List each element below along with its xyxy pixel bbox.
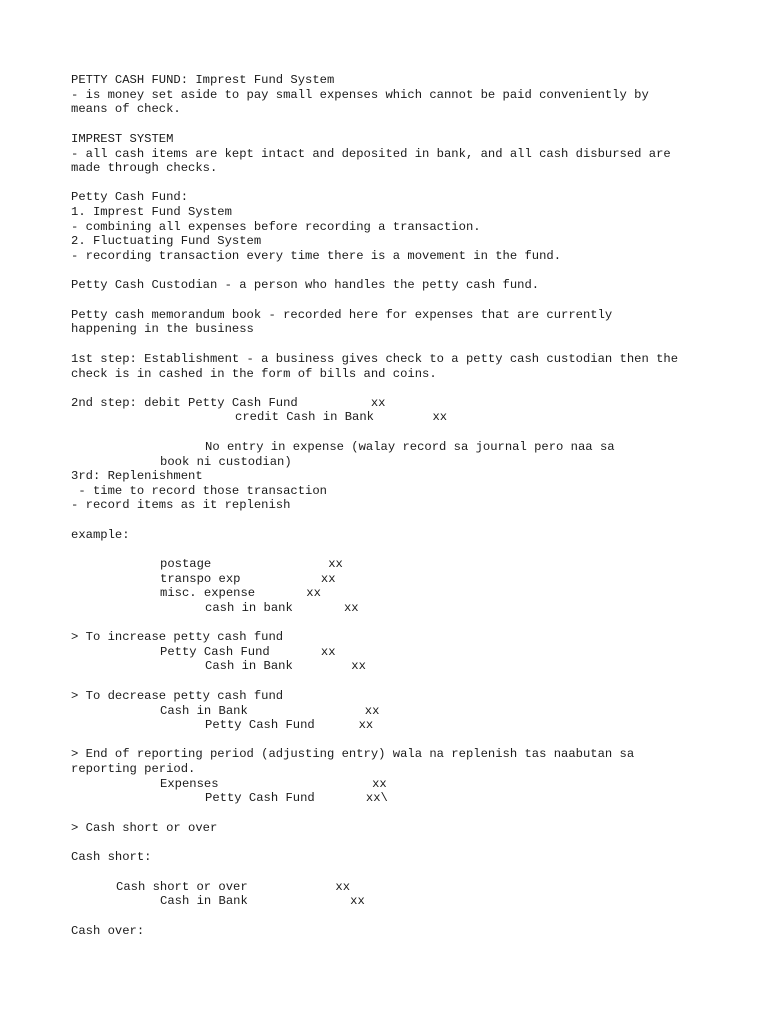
doc-heading: Petty Cash Fund:: [71, 190, 189, 204]
doc-line: 1st step: Establishment - a business gives check to a petty cash custodian then the: [71, 352, 679, 366]
doc-line: reporting period.: [71, 762, 196, 776]
journal-entry-line: Expenses xx: [160, 777, 387, 791]
doc-line: 2. Fluctuating Fund System: [71, 234, 262, 248]
doc-line: - is money set aside to pay small expenses which cannot be paid conveniently by: [71, 88, 649, 102]
doc-heading: PETTY CASH FUND: Imprest Fund System: [71, 73, 335, 87]
doc-line: made through checks.: [71, 161, 218, 175]
doc-heading: 3rd: Replenishment: [71, 469, 203, 483]
doc-line: > End of reporting period (adjusting entry) wala na replenish tas naabutan sa: [71, 747, 635, 761]
doc-line: No entry in expense (walay record sa journal pero naa sa: [205, 440, 615, 454]
doc-line: Petty cash memorandum book - recorded here for expenses that are currently: [71, 308, 613, 322]
journal-entry-line: Petty Cash Fund xx: [160, 645, 336, 659]
doc-line: example:: [71, 528, 130, 542]
doc-line: Petty Cash Custodian - a person who handles the petty cash fund.: [71, 278, 540, 292]
doc-line: check is in cashed in the form of bills and coins.: [71, 367, 437, 381]
journal-entry-line: transpo exp xx: [160, 572, 336, 586]
doc-line: Cash over:: [71, 924, 145, 938]
journal-entry-line: cash in bank xx: [205, 601, 359, 615]
journal-entry-line: Petty Cash Fund xx\: [205, 791, 388, 805]
doc-line: Cash short:: [71, 850, 152, 864]
doc-line: - recording transaction every time there is a movement in the fund.: [71, 249, 562, 263]
journal-entry-line: Cash short or over xx: [116, 880, 351, 894]
journal-entry-line: credit Cash in Bank xx: [235, 410, 448, 424]
doc-line: happening in the business: [71, 322, 254, 336]
doc-line: - combining all expenses before recording a transaction.: [71, 220, 481, 234]
doc-line: - all cash items are kept intact and deposited in bank, and all cash disbursed are: [71, 147, 671, 161]
journal-entry-line: Petty Cash Fund xx: [205, 718, 374, 732]
doc-line: means of check.: [71, 102, 181, 116]
doc-heading: IMPREST SYSTEM: [71, 132, 174, 146]
journal-entry-line: postage xx: [160, 557, 343, 571]
doc-line: book ni custodian): [160, 455, 292, 469]
journal-entry-line: Cash in Bank xx: [160, 704, 380, 718]
doc-line: 1. Imprest Fund System: [71, 205, 232, 219]
doc-line: > Cash short or over: [71, 821, 218, 835]
doc-line: - record items as it replenish: [71, 498, 291, 512]
journal-entry-line: Cash in Bank xx: [160, 894, 365, 908]
doc-line: > To increase petty cash fund: [71, 630, 284, 644]
journal-entry-line: misc. expense xx: [160, 586, 321, 600]
journal-entry-line: 2nd step: debit Petty Cash Fund xx: [71, 396, 386, 410]
doc-line: - time to record those transaction: [71, 484, 327, 498]
journal-entry-line: Cash in Bank xx: [205, 659, 366, 673]
doc-line: > To decrease petty cash fund: [71, 689, 284, 703]
